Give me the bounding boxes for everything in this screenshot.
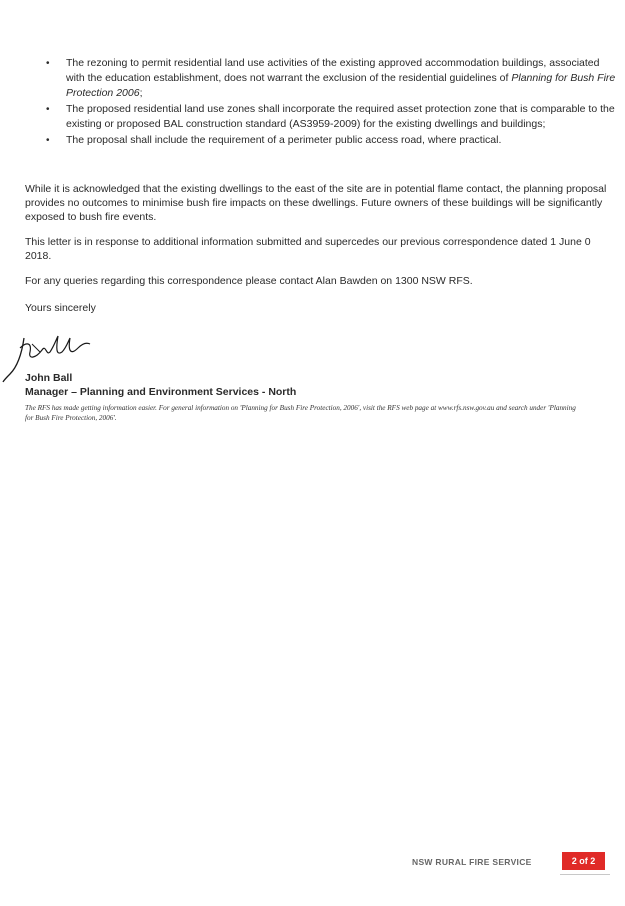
list-item [40,56,620,101]
flame-contact-paragraph: While it is acknowledged that the existing dwellings to the east of the site are in potential flame contact, the planning proposal provides no outcomes to minimise bush fire impacts on these dwellings. Future owners of these buildings will be significantly exposed to bush fire events. [25,183,607,223]
list-item-text: The proposed residential land use zones shall incorporate the required asset protection zone that is comparable to the existing or proposed BAL construction standard (AS3959-2009) for the existing dwellings and buildings; [66,103,615,130]
list-item-text: The proposal shall include the requirement of a perimeter public access road, where practical. [66,134,502,146]
bullet-icon: • [46,135,50,146]
conditions-list [40,56,620,149]
footnote: The RFS has made getting information easier. For general information on 'Planning for Bush Fire Protection, 2006', visit the RFS web page at www.rfs.nsw.gov.au and search under 'Planning for Bush Fire Protection, 2006'. [25,404,576,422]
list-item-text-end: ; [139,87,143,99]
list-item [40,102,620,132]
bullet-icon: • [46,104,50,115]
signatory-name: John Ball [25,372,73,384]
closing-salutation: Yours sincerely [25,302,96,314]
footer-organization: NSW RURAL FIRE SERVICE [412,857,532,867]
bullet-icon: • [46,58,50,69]
page-indicator-badge: 2 of 2 [562,852,605,870]
list-item-text: The rezoning to permit residential land use activities of the existing approved accommodation buildings, associated with the education establishment, does not warrant the exclusion of the residential guidelines of [66,57,600,84]
response-paragraph: This letter is in response to additional information submitted and supercedes our previous correspondence dated 1 June 0 2018. [25,236,591,262]
signatory-title: Manager – Planning and Environment Services - North [25,386,297,398]
queries-paragraph: For any queries regarding this correspondence please contact Alan Bawden on 1300 NSW RFS. [25,275,473,287]
list-item [40,133,620,148]
document-reference: Planning for Bush Fire Protection 2006 [66,72,616,99]
footer-divider [560,874,610,875]
